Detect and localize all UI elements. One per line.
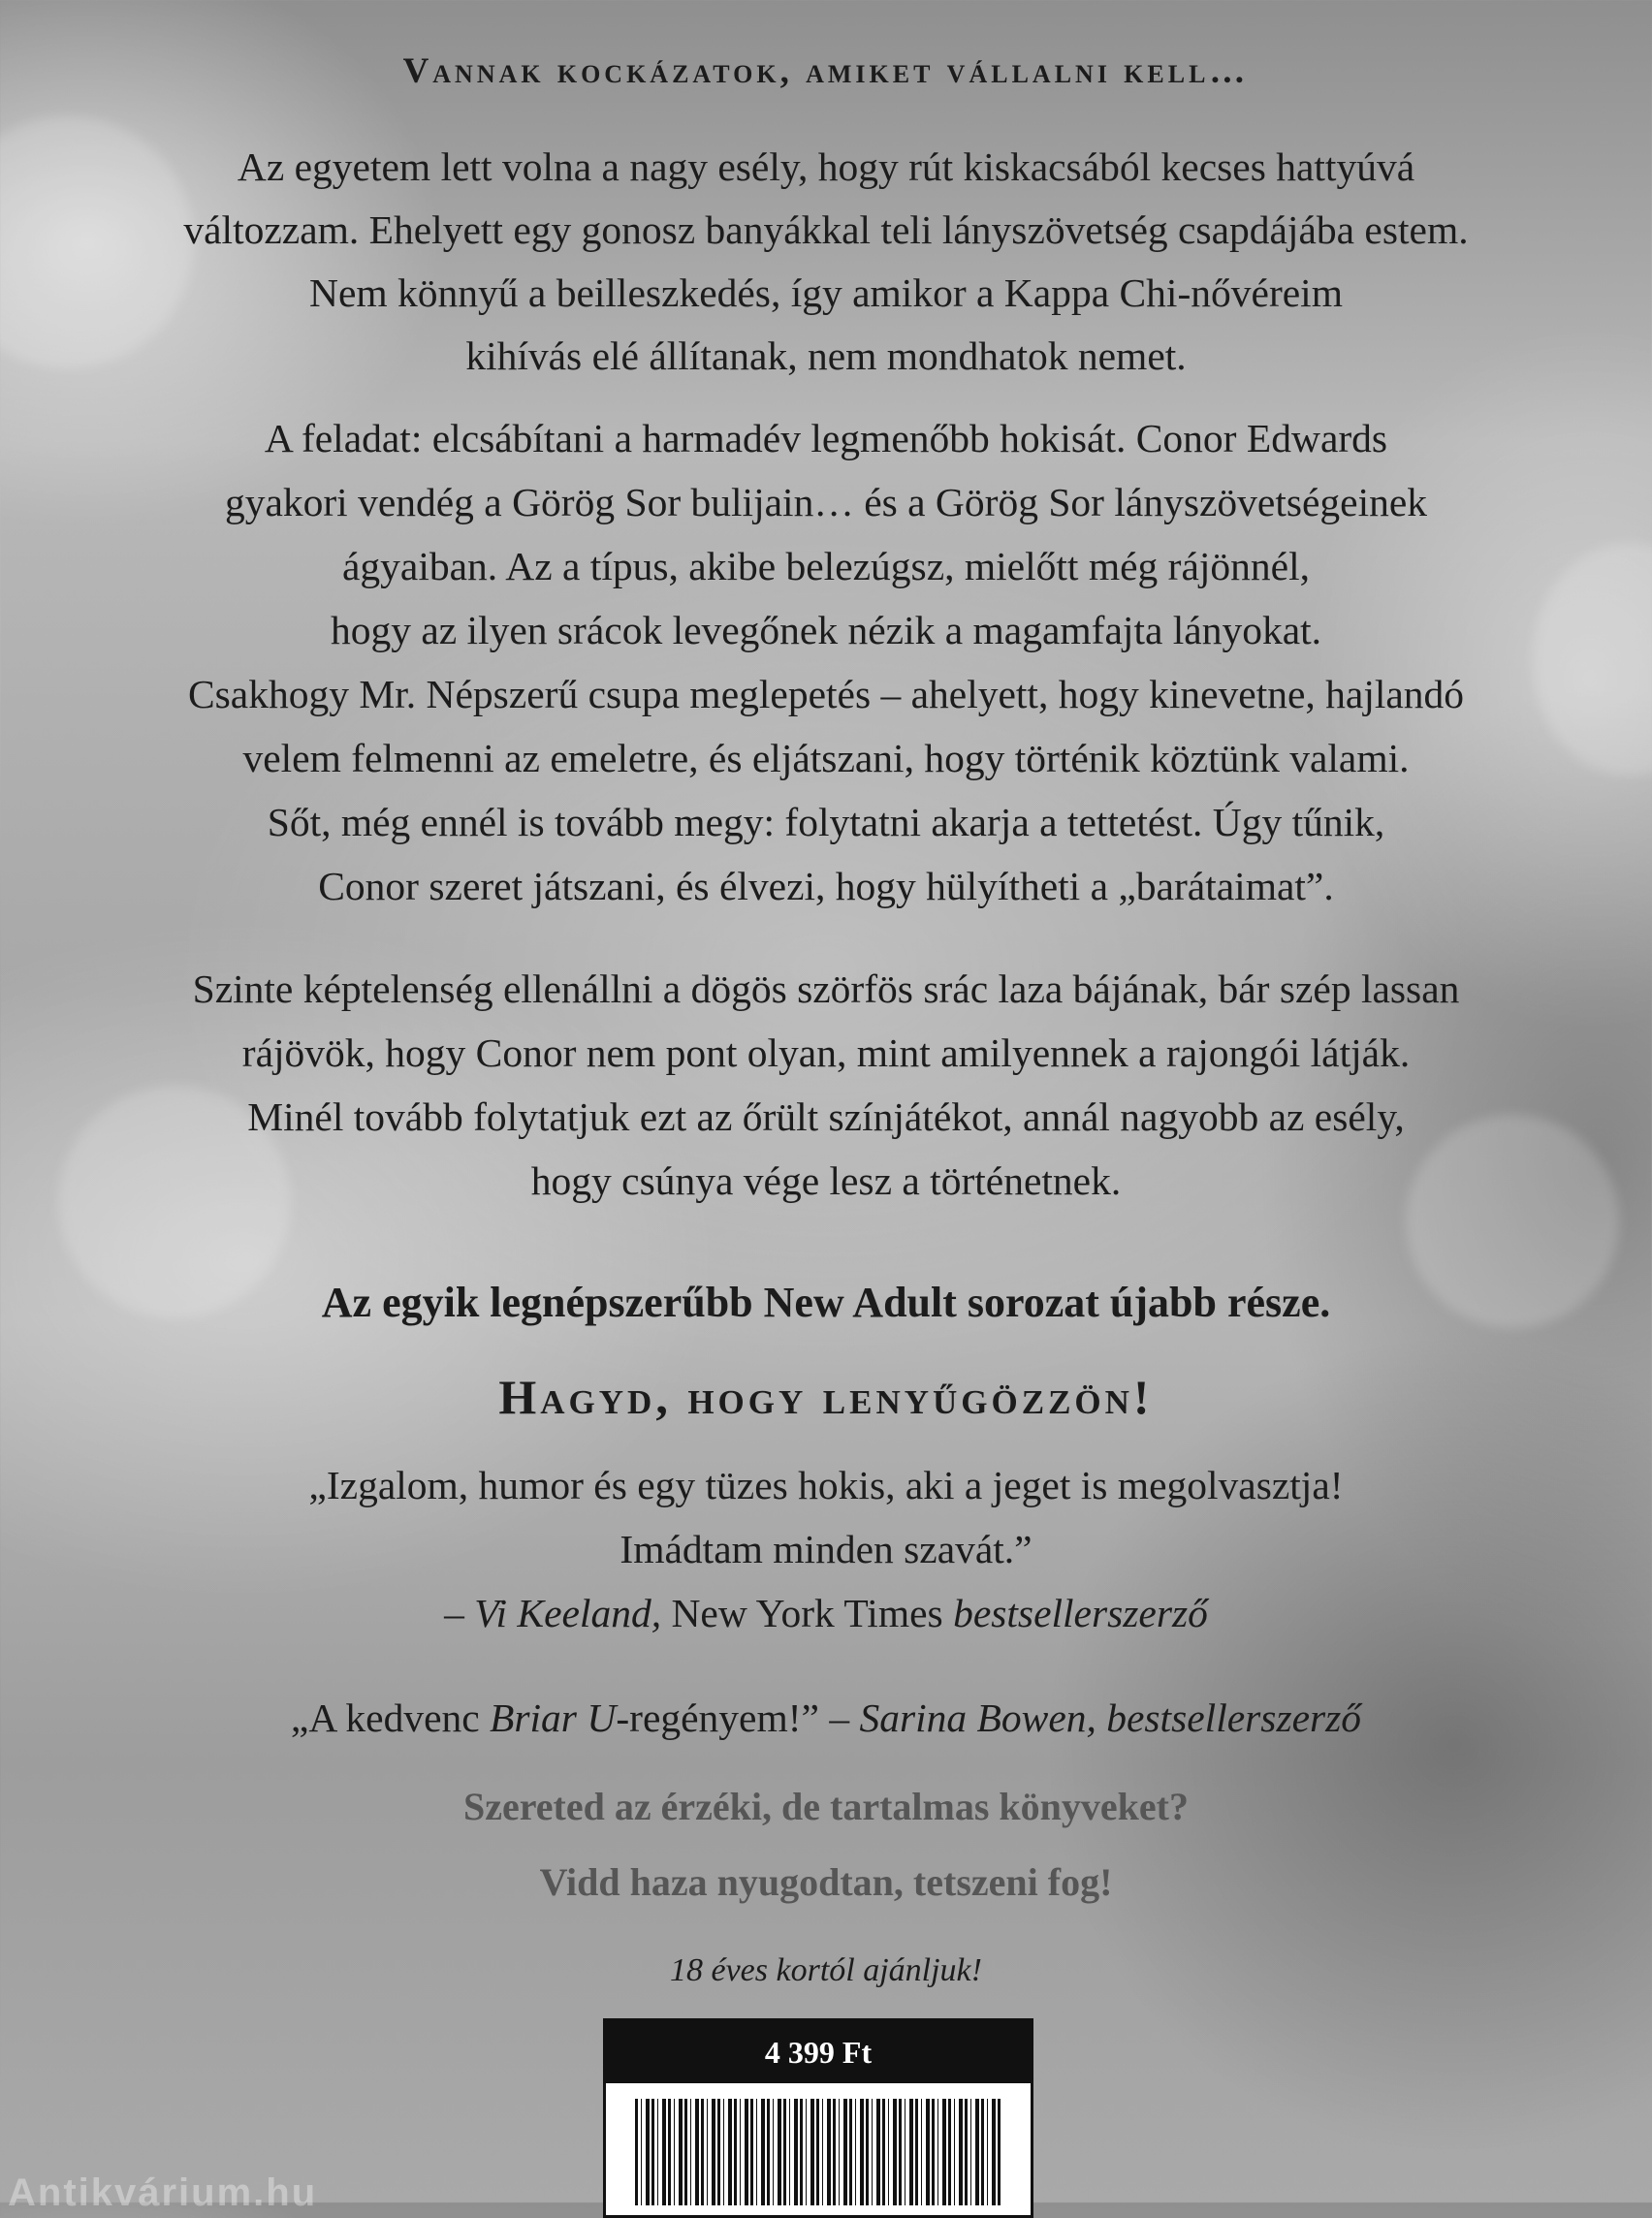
paragraph-2-line: Csakhogy Mr. Népszerű csupa meglepetés – ahelyett, hogy kinevetne, hajlandó: [187, 672, 1465, 716]
quote-1-publication: New York Times: [661, 1591, 954, 1635]
paragraph-2-line: A feladat: elcsábítani a harmadév legmenőbb hokisát. Conor Edwards: [264, 416, 1388, 460]
promo-answer: Vidd haza nyugodtan, tetszeni fog!: [539, 1860, 1113, 1904]
quote-1-role: bestsellerszerző: [953, 1591, 1208, 1635]
paragraph-3-line: hogy csúnya vége lesz a történetnek.: [530, 1158, 1122, 1203]
paragraph-1-line: Az egyetem lett volna a nagy esély, hogy rút kiskacsából kecses hattyúvá: [237, 144, 1415, 189]
paragraph-3-line: Szinte képtelenség ellenállni a dögös szörfös srác laza bájának, bár szép lassan: [192, 966, 1460, 1011]
paragraph-2-line: ágyaiban. Az a típus, akibe belezúgsz, mielőtt még rájönnél,: [342, 544, 1310, 588]
paragraph-2-line: velem felmenni az emeletre, és eljátszani, hogy történik köztünk valami.: [242, 736, 1410, 780]
quote-2-open: „A kedvenc: [290, 1695, 491, 1740]
paragraph-2-line: Conor szeret játszani, és élvezi, hogy hülyítheti a „barátaimat”.: [318, 864, 1334, 908]
paragraph-2-line: gyakori vendég a Görög Sor bulijain… és a Görög Sor lányszövetségeinek: [224, 480, 1428, 524]
quote-1-dash: –: [444, 1591, 475, 1635]
quote-1-line: „Izgalom, humor és egy tüzes hokis, aki a jeget is megolvasztja!: [308, 1463, 1344, 1507]
age-notice: 18 éves kortól ajánljuk!: [670, 1952, 982, 1988]
price-barcode-box: [603, 2018, 1033, 2218]
quote-2: [0, 1695, 1652, 1740]
paragraph-1-line: Nem könnyű a beilleszkedés, így amikor a Kappa Chi-nővéreim: [308, 270, 1343, 315]
watermark: Antikvárium.hu: [8, 2171, 318, 2214]
price-label: 4 399 Ft: [606, 2021, 1031, 2083]
barcode: [635, 2099, 1001, 2205]
paragraph-1-line: változzam. Ehelyett egy gonosz banyákkal teli lányszövetség csapdájába estem.: [183, 207, 1469, 252]
quote-1-author: Vi Keeland,: [474, 1591, 662, 1635]
series-line: Az egyik legnépszerűbb New Adult sorozat újabb része.: [321, 1279, 1331, 1326]
quote-1-line: Imádtam minden szavát.”: [620, 1527, 1032, 1571]
headline: Vannak kockázatok, amiket vállalni kell…: [402, 51, 1250, 91]
promo-question: Szereted az érzéki, de tartalmas könyveket?: [463, 1785, 1189, 1828]
tagline: Hagyd, hogy lenyűgözzön!: [498, 1370, 1154, 1424]
paragraph-3-line: Minél tovább folytatjuk ezt az őrült színjátékot, annál nagyobb az esély,: [247, 1094, 1405, 1139]
quote-2-attribution: Sarina Bowen, bestsellerszerző: [859, 1695, 1362, 1740]
paragraph-2-line: hogy az ilyen srácok levegőnek nézik a magamfajta lányokat.: [330, 608, 1322, 652]
paragraph-1-line: kihívás elé állítanak, nem mondhatok nemet.: [465, 333, 1187, 378]
paragraph-2-line: Sőt, még ennél is tovább megy: folytatni akarja a tettetést. Úgy tűnik,: [267, 800, 1385, 844]
paragraph-3-line: rájövök, hogy Conor nem pont olyan, mint amilyennek a rajongói látják.: [241, 1030, 1411, 1075]
quote-2-title: Briar U: [490, 1695, 617, 1740]
quote-2-close: -regényem!” –: [616, 1695, 860, 1740]
quote-1-attribution: [0, 1591, 1652, 1635]
